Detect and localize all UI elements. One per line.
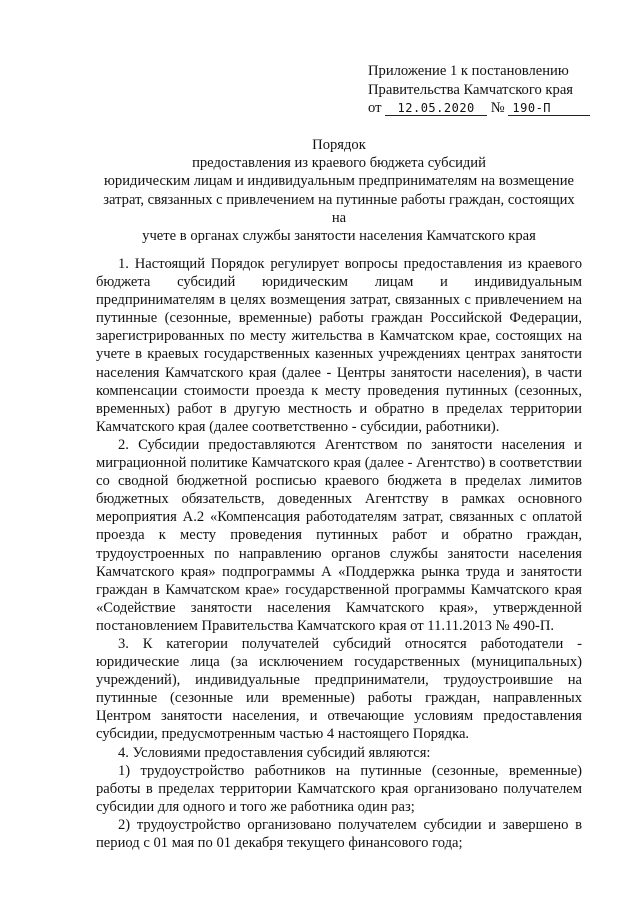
- appendix-line-2: Правительства Камчатского края: [368, 81, 574, 98]
- title-line-3: юридическим лицам и индивидуальным предпринимателям на возмещение: [104, 173, 574, 190]
- title-line-5: учете в органах службы занятости населения Камчатского края: [142, 228, 536, 245]
- paragraph-4-item-2: 2) трудоустройство организовано получателем субсидии и завершено в период с 01 мая по 01 декабря текущего финансового года;: [96, 816, 582, 851]
- document-body: [96, 255, 582, 852]
- title-line-1: Порядок: [312, 137, 366, 153]
- date-prefix: от: [368, 100, 382, 116]
- paragraph-2: 2. Субсидии предоставляются Агентством по занятости населения и миграционной политике Камчатского края (далее - Агентство) в соответствии со сводной бюджетной росписью краевого бюджета в пределах лимитов бюджетных обязательств, доведенных Агентству в рамках основного мероприятия А.2 «Компенсация работодателям затрат, связанных с оплатой проезда к месту проведения путинных работ и обратно граждан, трудоустроенных по направлению органов службы занятости населения Камчатского края» подпрограммы А «Поддержка рынка труда и занятости граждан в Камчатском крае» государственной программы Камчатского края «Содействие занятости населения Камчатского края», утвержденной постановлением Правительства Камчатского края от 11.11.2013 № 490-П.: [96, 436, 582, 634]
- paragraph-4: 4. Условиями предоставления субсидий являются:: [118, 744, 431, 761]
- number-sign: №: [490, 100, 505, 116]
- paragraph-3: 3. К категории получателей субсидий относятся работодатели - юридические лица (за исключением государственных (муниципальных) учреждений), индивидуальные предприниматели, трудоустроившие на путинные (сезонные или временные) работы граждан, направленных Центром занятости населения, и отвечающие условиям предоставления субсидии, предусмотренным частью 4 настоящего Порядка.: [96, 635, 582, 743]
- paragraph-4-item-1: 1) трудоустройство работников на путинные (сезонные, временные) работы в пределах территории Камчатского края организовано получателем субсидии для одного и того же работника один раз;: [96, 762, 582, 815]
- title-line-2: предоставления из краевого бюджета субсидий: [192, 155, 486, 172]
- document-title: [96, 136, 582, 245]
- appendix-line-1: Приложение 1 к постановлению: [368, 63, 569, 79]
- decree-number: 190-П: [508, 101, 590, 116]
- appendix-line-3: [368, 99, 608, 118]
- decree-date: 12.05.2020: [385, 101, 487, 116]
- paragraph-1: 1. Настоящий Порядок регулирует вопросы предоставления из краевого бюджета субсидий юридическим лицам и индивидуальным предпринимателям в целях возмещения затрат, связанных с привлечением на путинные (сезонные, временные) работы граждан Российской Федерации, зарегистрированных по месту жительства в Камчатском крае, состоящих на учете в краевых государственных казенных учреждениях центрах занятости населения Камчатского края (далее - Центры занятости населения), в части компенсации стоимости проезда к месту проведения путинных (сезонных, временных) работ в другую местность и обратно в пределах территории Камчатского края (далее соответственно - субсидии, работники).: [96, 256, 582, 435]
- title-line-4: затрат, связанных с привлечением на путинные работы граждан, состоящих на: [103, 191, 575, 226]
- appendix-header: [368, 62, 608, 118]
